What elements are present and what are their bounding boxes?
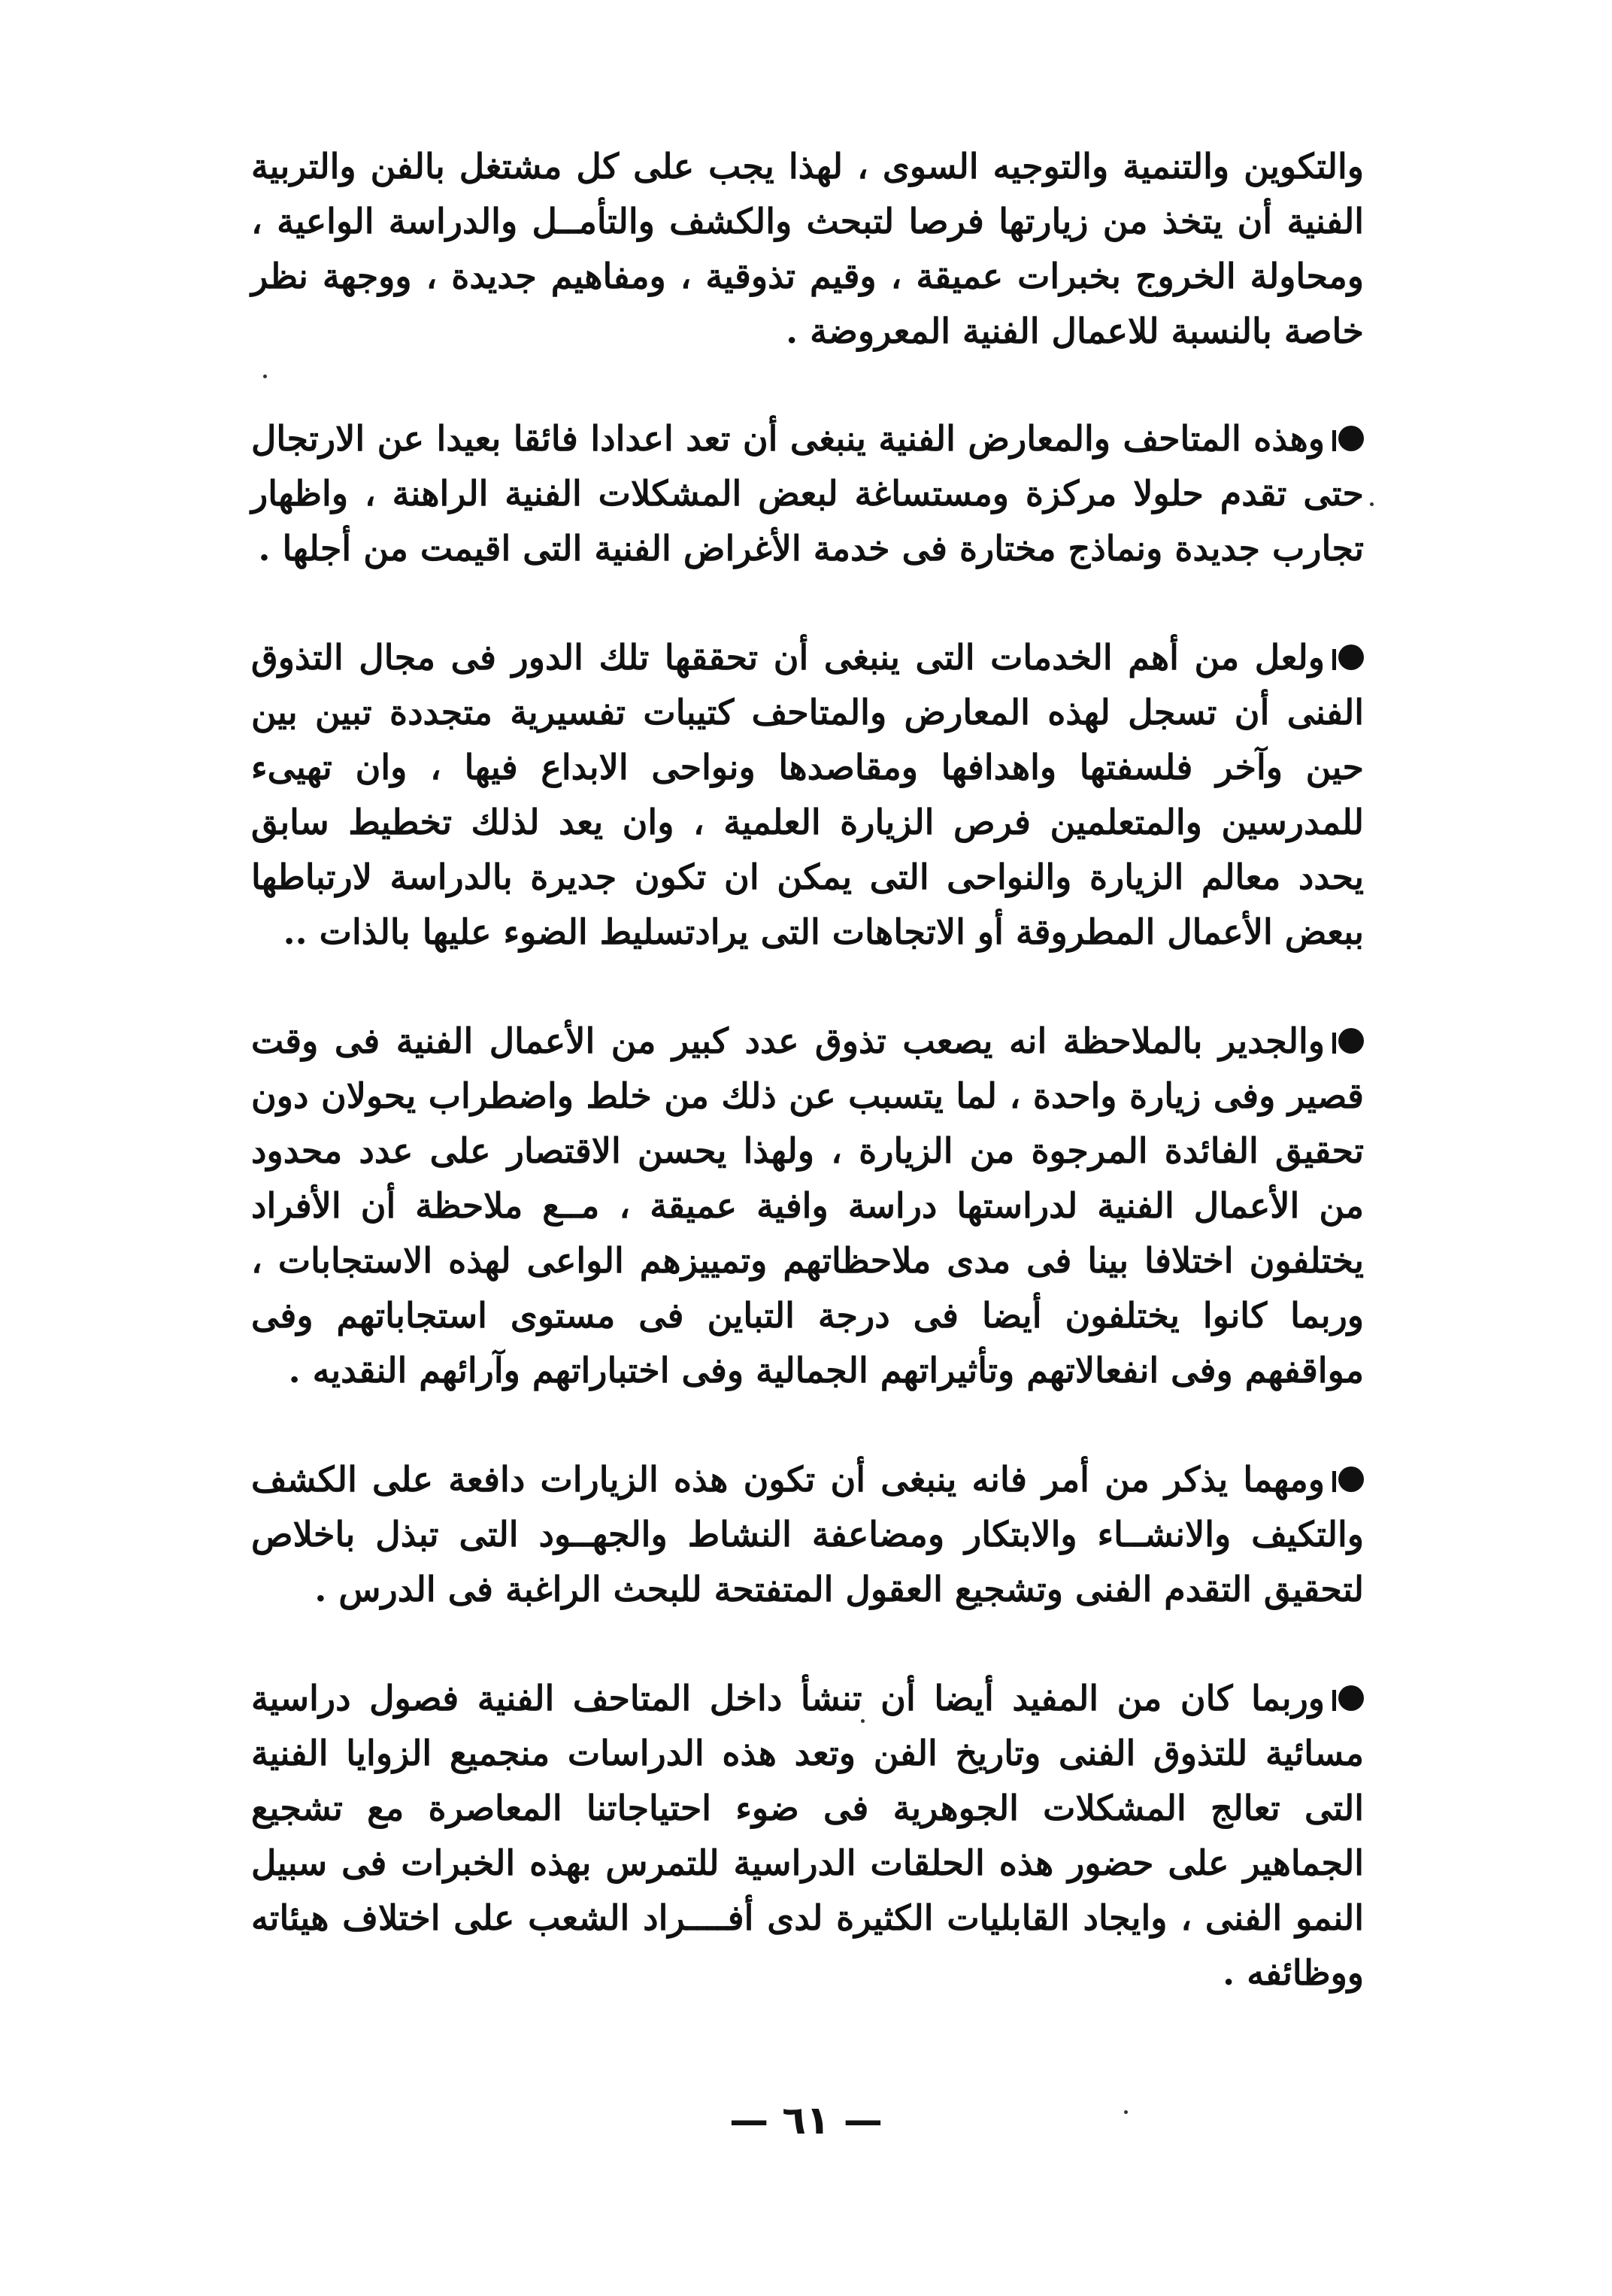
page-number: — ٦١ —	[729, 2098, 883, 2143]
bullet-icon	[1338, 1466, 1364, 1492]
paragraph	[251, 630, 1364, 960]
paragraph-text: ولعل من أهم الخدمات التى ينبغى أن تحققها تلك الدور فى مجال التذوق الفنى أن تسجل لهذه المعارض والمتاحف كتيبات تفسيرية متجددة تبين بين حين وآخر فلسفتها واهدافها ومقاصدها ونواحى الابداع فيها ، وان تهيىء للمدرسين والمتعلمين فرص الزيارة العلمية ، وان يعد لذلك تخطيط سابق يحدد معالم الزيارة والنواحى التى يمكن ان تكون جديرة بالدراسة لارتباطها ببعض الأعمال المطروقة أو الاتجاهات التى يرادتسليط الضوء عليها بالذات ..	[251, 637, 1365, 952]
paragraph-text: ومهما يذكر من أمر فانه ينبغى أن تكون هذه الزيارات دافعة على الكشف والتكيف والانشــاء والابتكار ومضاعفة النشاط والجهــود التى تبذل باخلاص لتحقيق التقدم الفنى وتشجيع العقول المتفتحة للبحث الراغبة فى الدرس .	[251, 1459, 1364, 1609]
paragraph-text: وهذه المتاحف والمعارض الفنية ينبغى أن تعد اعدادا فائقا بعيدا عن الارتجال حتى تقدم حلولا مركزة ومستساغة لبعض المشكلات الفنية الراهنة ، واظهار تجارب جديدة ونماذج مختارة فى خدمة الأغراض الفنية التى اقيمت من أجلها .	[251, 418, 1364, 569]
paragraph-text: والجدير بالملاحظة انه يصعب تذوق عدد كبير من الأعمال الفنية فى وقت قصير وفى زيارة واحدة ، لما يتسبب عن ذلك من خلط واضطراب يحولان دون تحقيق الفائدة المرجوة من الزيارة ، ولهذا يحسن الاقتصار على عدد محدود من الأعمال الفنية لدراستها دراسة وافية عميقة ، مــع ملاحظة أن الأفراد يختلفون اختلافا بينا فى مدى ملاحظاتهم وتمييزهم الواعى لهذه الاستجابات ، وربما كانوا يختلفون أيضا فى درجة التباين فى مستوى استجاباتهم وفى مواقفهم وفى انفعالاتهم وتأثيراتهم الجمالية وفى اختباراتهم وآرائهم النقديه .	[251, 1021, 1364, 1391]
paragraph	[251, 411, 1364, 576]
paragraph	[251, 1014, 1364, 1398]
paragraph	[251, 1671, 1364, 2000]
scan-speck	[1124, 2110, 1128, 2114]
bullet-icon	[1338, 1685, 1364, 1711]
bullet-icon	[1338, 426, 1364, 451]
scan-speck	[263, 375, 267, 378]
scan-speck	[1370, 502, 1374, 506]
paragraph	[251, 1452, 1364, 1617]
bullet-icon	[1338, 645, 1364, 670]
body-text	[251, 139, 1364, 2000]
paragraph	[251, 139, 1364, 359]
scan-speck	[861, 1719, 865, 1723]
paragraph-text: والتكوين والتنمية والتوجيه السوى ، لهذا يجب على كل مشتغل بالفن والتربية الفنية أن يتخذ من زيارتها فرصا لتبحث والكشف والتأمــل والدراسة الواعية ، ومحاولة الخروج بخبرات عميقة ، وقيم تذوقية ، ومفاهيم جديدة ، ووجهة نظر خاصة بالنسبة للاعمال الفنية المعروضة .	[251, 146, 1364, 351]
paragraph-text: وربما كان من المفيد أيضا أن تنشأ داخل المتاحف الفنية فصول دراسية مسائية للتذوق الفنى وتاريخ الفن وتعد هذه الدراسات منجميع الزوايا الفنية التى تعالج المشكلات الجوهرية فى ضوء احتياجاتنا المعاصرة مع تشجيع الجماهير على حضور هذه الحلقات الدراسية للتمرس بهذه الخبرات فى سبيل النمو الفنى ، وايجاد القابليات الكثيرة لدى أفــــراد الشعب على اختلاف هيئاته ووظائفه .	[251, 1678, 1364, 1993]
bullet-icon	[1338, 1028, 1364, 1054]
